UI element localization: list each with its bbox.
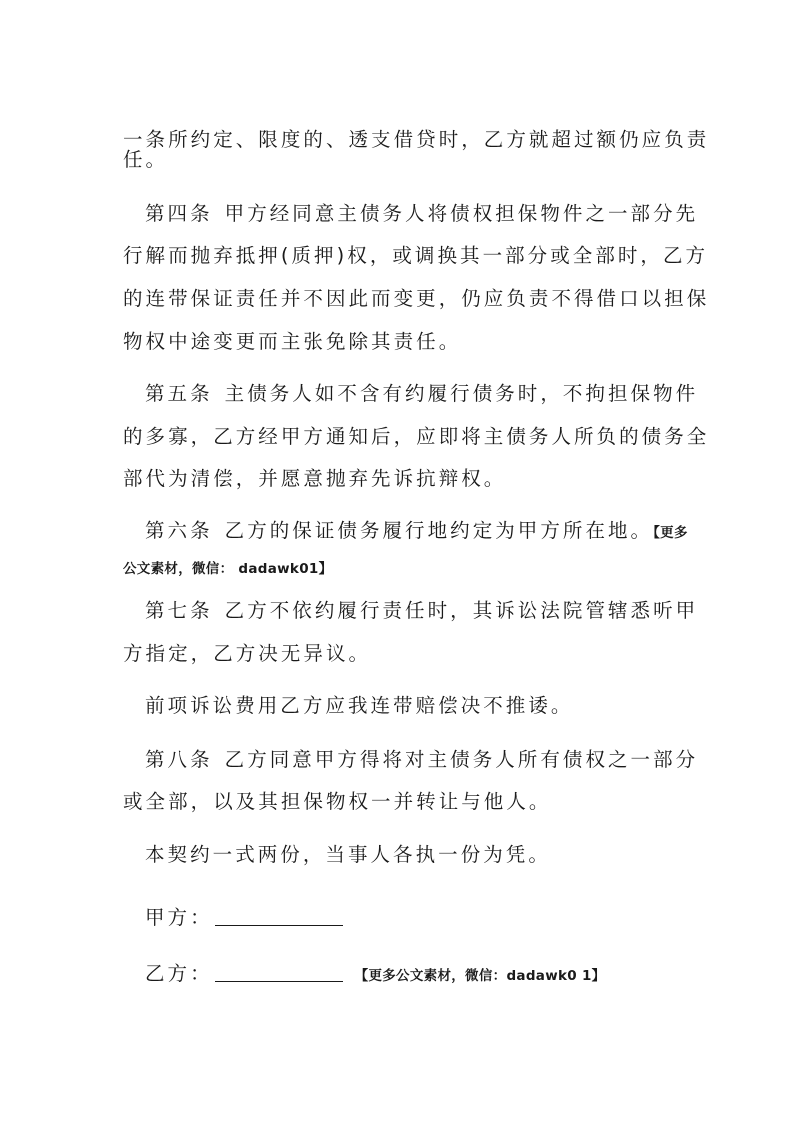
party-a-line [145, 903, 343, 931]
party-b-label: 乙方： [145, 962, 213, 985]
litigation-cost-line: 前项诉讼费用乙方应我连带赔偿决不推诿。 [145, 694, 574, 717]
party-a-label: 甲方： [145, 906, 213, 929]
article-5-line-2: 的多寡，乙方经甲方通知后，应即将主债务人所负的债务全 [123, 425, 710, 448]
article-5-heading: 第五条 [145, 382, 213, 405]
article-7-heading: 第七条 [145, 599, 213, 622]
article-4-line-4: 物权中途变更而主张免除其责任。 [123, 330, 462, 353]
article-4-line-1 [145, 201, 698, 227]
article-4-line-2: 行解而抛弃抵押(质押)权，或调换其一部分或全部时，乙方 [123, 244, 709, 267]
article-6-line-1 [145, 518, 688, 546]
article-4-line-3: 的连带保证责任并不因此而变更，仍应负责不得借口以担保 [123, 287, 710, 310]
article-6-heading: 第六条 [145, 519, 213, 542]
article-5-line-1 [145, 381, 698, 407]
article-8-text: 乙方同意甲方得将对主债务人所有债权之一部分 [224, 748, 699, 771]
copies-line: 本契约一式两份，当事人各执一份为凭。 [145, 843, 551, 866]
article-8-heading: 第八条 [145, 748, 213, 771]
article-8-line-2: 或全部，以及其担保物权一并转让与他人。 [123, 790, 552, 813]
article-7-text: 乙方不依约履行责任时，其诉讼法院管辖悉听甲 [224, 599, 699, 622]
article-5-text: 主债务人如不含有约履行债务时，不拘担保物件 [224, 382, 699, 405]
article-7-line-1 [145, 598, 698, 624]
article-6-text: 乙方的保证债务履行地约定为甲方所在地。 [224, 519, 654, 542]
party-b-signature-blank [215, 959, 343, 982]
promo-note-part1: 【更多 [653, 525, 688, 541]
promo-note-part2: 公文素材，微信： dadawk01】 [123, 561, 333, 577]
article-7-line-2: 方指定，乙方决无异议。 [123, 642, 372, 665]
paragraph-line-2: 任。 [123, 148, 169, 171]
party-a-signature-blank [215, 903, 343, 926]
article-4-heading: 第四条 [145, 202, 213, 225]
article-8-line-1 [145, 747, 698, 773]
article-4-text: 甲方经同意主债务人将债权担保物件之一部分先 [224, 202, 699, 225]
article-5-line-3: 部代为清偿，并愿意抛弃先诉抗辩权。 [123, 467, 507, 490]
paragraph-line-1: 一条所约定、限度的、透支借贷时，乙方就超过额仍应负责 [123, 128, 710, 151]
party-b-line [145, 959, 605, 989]
promo-note-inline: 【更多公文素材，微信：dadawk0 1】 [354, 968, 606, 984]
